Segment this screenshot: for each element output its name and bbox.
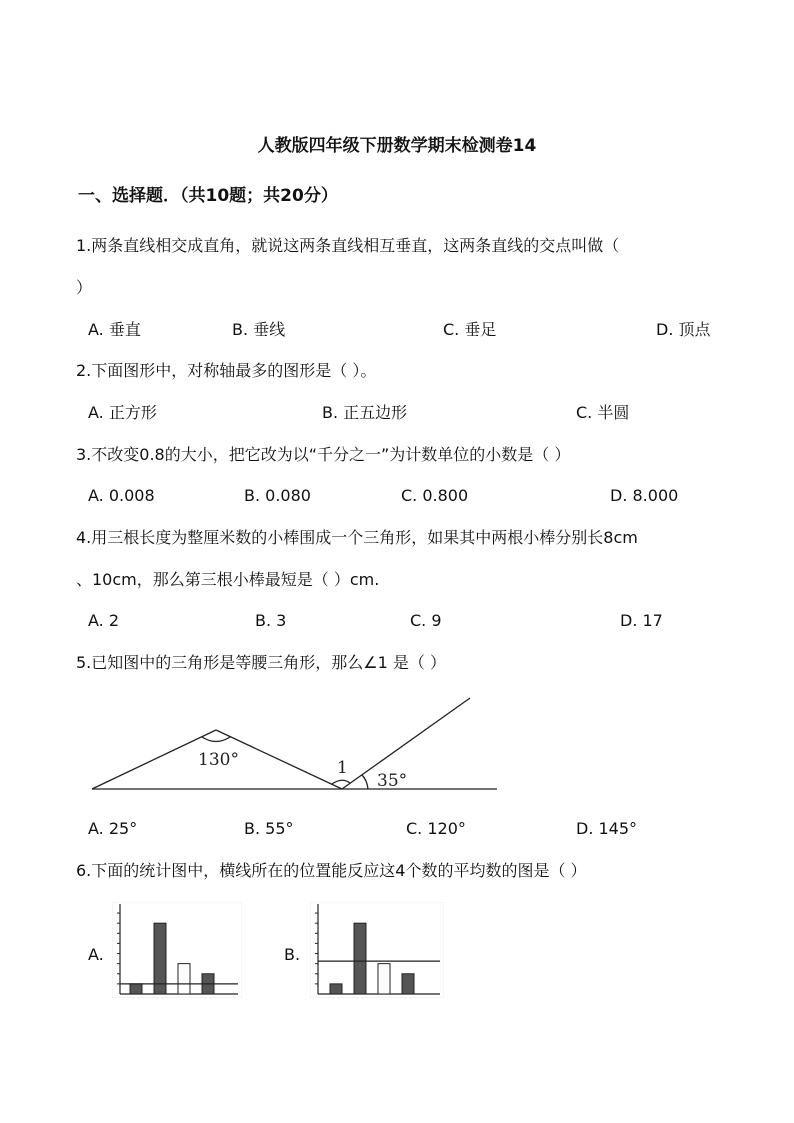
q3-option-c[interactable]: C. 0.800 — [401, 486, 469, 505]
chart-a[interactable] — [112, 902, 242, 998]
q1-option-d[interactable]: D. 顶点 — [656, 320, 711, 339]
chart-a-label[interactable]: A. — [88, 945, 104, 964]
chart-a-bar-3 — [178, 964, 190, 994]
q1-option-b[interactable]: B. 垂线 — [232, 320, 286, 339]
q3-option-b[interactable]: B. 0.080 — [244, 486, 311, 505]
chart-b-bar-3 — [378, 964, 390, 994]
angle-35-arc — [362, 775, 368, 789]
chart-a-bar-1 — [130, 984, 142, 994]
question-4-text-cont: 、10cm，那么第三根小棒最短是（ ）cm. — [76, 570, 380, 589]
q5-option-a[interactable]: A. 25° — [88, 819, 138, 838]
question-1-text-cont: ） — [76, 278, 93, 297]
question-2-text: 2.下面图形中，对称轴最多的图形是（ ）。 — [76, 361, 377, 380]
question-5-text: 5.已知图中的三角形是等腰三角形，那么∠1 是（ ） — [76, 653, 446, 672]
q3-option-d[interactable]: D. 8.000 — [610, 486, 679, 505]
chart-b-label[interactable]: B. — [284, 945, 301, 964]
q1-option-c[interactable]: C. 垂足 — [443, 320, 497, 339]
chart-b-bar-4 — [402, 974, 414, 994]
apex-angle-arc — [202, 737, 230, 742]
chart-b[interactable] — [310, 902, 444, 998]
question-6-text: 6.下面的统计图中，横线所在的位置能反应这4个数的平均数的图是（ ） — [76, 861, 587, 880]
q2-option-c[interactable]: C. 半圆 — [576, 403, 630, 422]
angle-1-arc — [332, 780, 350, 784]
angle-1-label: 1 — [337, 758, 348, 778]
q3-option-a[interactable]: A. 0.008 — [88, 486, 155, 505]
section-heading: 一、选择题．（共10题；共20分） — [78, 186, 338, 206]
q5-option-c[interactable]: C. 120° — [406, 819, 466, 838]
chart-b-bar-2 — [354, 923, 366, 994]
q1-option-a[interactable]: A. 垂直 — [88, 320, 141, 339]
q2-option-b[interactable]: B. 正五边形 — [322, 403, 408, 422]
q4-option-a[interactable]: A. 2 — [88, 611, 120, 630]
q4-option-b[interactable]: B. 3 — [255, 611, 287, 630]
q2-option-a[interactable]: A. 正方形 — [88, 403, 157, 422]
chart-b-bar-1 — [330, 984, 342, 994]
page-title: 人教版四年级下册数学期末检测卷14 — [257, 136, 537, 156]
q4-option-c[interactable]: C. 9 — [410, 611, 442, 630]
outer-angle-label: 35° — [377, 771, 408, 791]
apex-angle-label: 130° — [198, 750, 239, 770]
question-1-text: 1.两条直线相交成直角，就说这两条直线相互垂直，这两条直线的交点叫做（ — [76, 236, 620, 255]
q5-option-b[interactable]: B. 55° — [244, 819, 294, 838]
question-4-text: 4.用三根长度为整厘米数的小棒围成一个三角形，如果其中两根小棒分别长8cm — [76, 528, 638, 547]
q5-option-d[interactable]: D. 145° — [576, 819, 638, 838]
question-3-text: 3.不改变0.8的大小，把它改为以“千分之一”为计数单位的小数是（ ） — [76, 445, 571, 464]
q4-option-d[interactable]: D. 17 — [620, 611, 663, 630]
